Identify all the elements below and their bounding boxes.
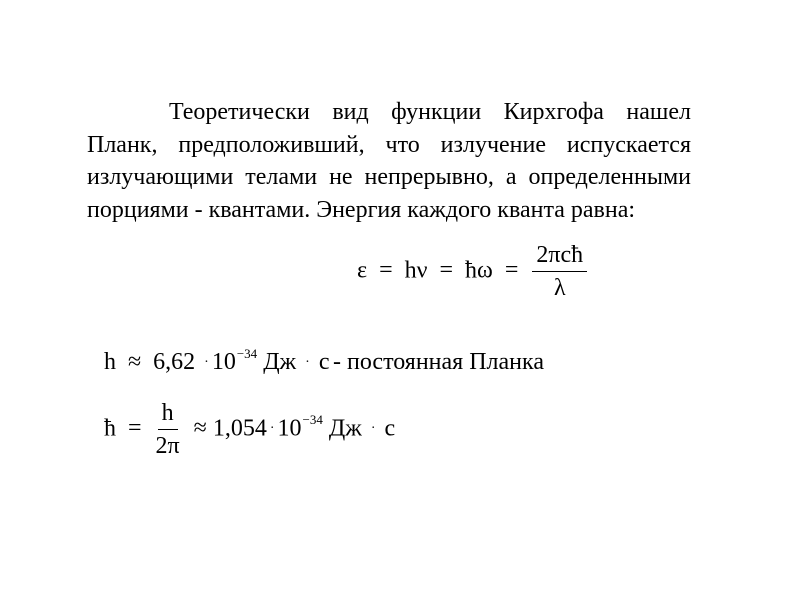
fraction-denominator: 2π [155,433,180,460]
hbar-symbol: ħ [465,257,478,284]
hbar-symbol: ħ [104,415,116,442]
unit-second: с [318,349,330,375]
unit-dot: · [370,421,376,437]
mantissa: 6,62 [153,349,196,375]
power-base: 10 [277,415,302,442]
nu-symbol: ν [416,257,428,284]
unit-second: с [384,415,396,442]
fraction-numerator: 2πcħ [532,242,587,272]
approx-sign: ≈ [128,349,142,375]
planck-constant-description: - постоянная Планка [333,349,544,375]
unit-dot: · [305,355,310,370]
h-symbol: h [404,257,417,284]
fraction-denominator: λ [553,275,566,302]
unit-joule: Дж [263,349,297,375]
approx-sign: ≈ [193,415,207,442]
power-exponent: −34 [302,412,323,428]
equals-sign: = [504,257,519,284]
equals-sign: = [439,257,454,284]
fraction-numerator: h [158,400,178,430]
energy-fraction [532,242,587,302]
h-symbol: h [104,349,116,375]
omega-symbol: ω [477,257,493,284]
equals-sign: = [128,415,142,442]
unit-joule: Дж [328,415,362,442]
multiply-dot: · [204,355,209,370]
multiply-dot: · [269,421,275,437]
planck-constant-formula [104,347,329,374]
body-paragraph: Теоретически вид функции Кирхгофа нашел Планк, предположивший, что излучение испускается излучающими телами не непрерывно, а определенными порциями - квантами. Энергия каждого кванта равна: [87,99,691,223]
hbar-fraction [156,400,180,460]
mantissa: 1,054 [212,415,267,442]
energy-formula [357,242,589,302]
power-exponent: −34 [236,346,258,361]
power-base: 10 [211,349,236,375]
reduced-planck-formula [104,400,395,460]
equals-sign: = [379,257,393,284]
epsilon-symbol: ε [357,257,368,284]
